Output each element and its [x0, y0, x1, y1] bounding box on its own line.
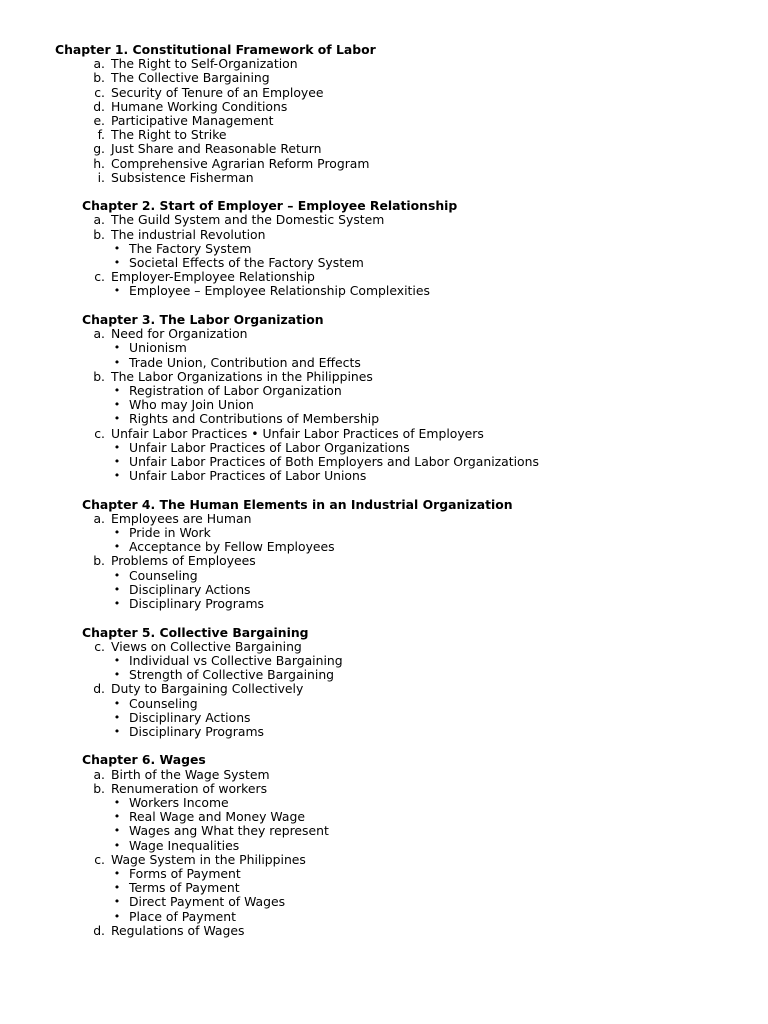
bullet-text: Wages ang What they represent: [129, 823, 329, 839]
item-text: Views on Collective Bargaining: [111, 638, 302, 654]
item-marker: a.: [93, 212, 105, 228]
chapter-section: [0, 199, 768, 298]
bullet-icon: •: [113, 241, 121, 255]
item-marker: c.: [94, 425, 105, 441]
item-marker: f.: [97, 127, 105, 143]
bullet-item: [0, 725, 768, 739]
outline-item: [0, 228, 768, 242]
bullet-icon: •: [113, 355, 121, 369]
bullet-item: [0, 839, 768, 853]
bullet-icon: •: [113, 412, 121, 426]
bullet-item: [0, 796, 768, 810]
bullet-item: [0, 895, 768, 909]
bullet-item: [0, 697, 768, 711]
outline-item: [0, 171, 768, 185]
outline-item: [0, 512, 768, 526]
bullet-icon: •: [113, 696, 121, 710]
bullet-item: [0, 583, 768, 597]
outline-item: [0, 782, 768, 796]
document-page: [0, 43, 768, 952]
bullet-text: Disciplinary Programs: [129, 595, 264, 611]
item-text: Humane Working Conditions: [111, 98, 288, 114]
item-text: Regulations of Wages: [111, 922, 245, 938]
chapter-heading: Chapter 1. Constitutional Framework of Labor: [55, 42, 376, 57]
bullet-item: [0, 540, 768, 554]
bullet-icon: •: [113, 838, 121, 852]
bullet-text: Workers Income: [129, 795, 229, 811]
item-text: The industrial Revolution: [111, 226, 266, 242]
bullet-icon: •: [113, 440, 121, 454]
chapter-section: [0, 498, 768, 612]
item-text: Wage System in the Philippines: [111, 851, 306, 867]
outline-item: [0, 768, 768, 782]
chapter-heading: Chapter 6. Wages: [82, 752, 206, 768]
item-text: Birth of the Wage System: [111, 766, 270, 782]
outline-item: [0, 128, 768, 142]
outline-item: [0, 427, 768, 441]
outline-item: [0, 71, 768, 85]
bullet-text: Strength of Collective Bargaining: [129, 667, 335, 683]
bullet-text: Individual vs Collective Bargaining: [129, 652, 343, 668]
bullet-text: Counseling: [129, 695, 198, 711]
bullet-text: Unfair Labor Practices of Labor Organizations: [129, 439, 410, 455]
bullet-item: [0, 469, 768, 483]
bullet-text: Trade Union, Contribution and Effects: [129, 354, 361, 370]
chapter-heading: Chapter 3. The Labor Organization: [82, 312, 324, 327]
bullet-item: [0, 867, 768, 881]
bullet-item: [0, 242, 768, 256]
outline-item: [0, 142, 768, 156]
bullet-item: [0, 668, 768, 682]
bullet-item: [0, 441, 768, 455]
item-marker: i.: [97, 169, 105, 185]
bullet-item: [0, 569, 768, 583]
item-marker: b.: [93, 780, 105, 796]
item-text: The Guild System and the Domestic System: [111, 212, 385, 228]
item-marker: a.: [93, 510, 105, 526]
bullet-text: Wage Inequalities: [129, 837, 240, 853]
bullet-icon: •: [113, 724, 121, 738]
item-text: Security of Tenure of an Employee: [111, 84, 324, 100]
bullet-text: Societal Effects of the Factory System: [129, 255, 364, 271]
bullet-item: [0, 341, 768, 355]
bullet-item: [0, 824, 768, 838]
bullet-icon: •: [113, 909, 121, 923]
item-marker: c.: [94, 269, 105, 285]
item-text: Employees are Human: [111, 510, 252, 526]
bullet-icon: •: [113, 540, 121, 554]
bullet-icon: •: [113, 383, 121, 397]
bullet-icon: •: [113, 653, 121, 667]
item-marker: b.: [93, 70, 105, 86]
bullet-item: [0, 284, 768, 298]
bullet-text: Unionism: [129, 340, 187, 356]
bullet-icon: •: [113, 881, 121, 895]
item-text: Renumeration of workers: [111, 780, 268, 796]
item-marker: h.: [93, 155, 105, 171]
bullet-text: Terms of Payment: [129, 880, 240, 896]
bullet-icon: •: [113, 824, 121, 838]
item-text: Just Share and Reasonable Return: [111, 141, 322, 157]
outline-item: [0, 114, 768, 128]
item-marker: b.: [93, 553, 105, 569]
item-text: Problems of Employees: [111, 553, 256, 569]
item-text: Comprehensive Agrarian Reform Program: [111, 155, 370, 171]
chapter-heading: Chapter 4. The Human Elements in an Industrial Organization: [82, 496, 513, 512]
bullet-text: Unfair Labor Practices of Labor Unions: [129, 468, 367, 484]
item-text: Duty to Bargaining Collectively: [111, 681, 304, 697]
item-marker: d.: [93, 98, 105, 114]
bullet-text: Rights and Contributions of Membership: [129, 411, 380, 427]
outline-item: [0, 100, 768, 114]
item-text: The Labor Organizations in the Philippines: [111, 368, 373, 384]
bullet-icon: •: [113, 866, 121, 880]
outline-item: [0, 853, 768, 867]
outline-item: [0, 327, 768, 341]
bullet-item: [0, 526, 768, 540]
item-marker: c.: [94, 638, 105, 654]
bullet-text: The Factory System: [129, 240, 252, 256]
item-marker: d.: [93, 681, 105, 697]
bullet-item: [0, 654, 768, 668]
bullet-icon: •: [113, 810, 121, 824]
bullet-icon: •: [113, 341, 121, 355]
bullet-icon: •: [113, 256, 121, 270]
outline-item: [0, 213, 768, 227]
bullet-text: Disciplinary Actions: [129, 581, 251, 597]
bullet-icon: •: [113, 596, 121, 610]
bullet-text: Acceptance by Fellow Employees: [129, 539, 335, 555]
item-marker: d.: [93, 922, 105, 938]
bullet-item: [0, 398, 768, 412]
bullet-icon: •: [113, 895, 121, 909]
bullet-text: Direct Payment of Wages: [129, 894, 286, 910]
item-text: The Right to Self-Organization: [111, 56, 298, 72]
item-text: Unfair Labor Practices • Unfair Labor Practices of Employers: [111, 425, 484, 441]
item-text: The Collective Bargaining: [111, 70, 270, 86]
item-marker: b.: [93, 368, 105, 384]
bullet-item: [0, 711, 768, 725]
chapter-section: [0, 626, 768, 740]
bullet-text: Pride in Work: [129, 525, 211, 541]
chapter-section: [0, 43, 768, 185]
item-text: Need for Organization: [111, 326, 248, 342]
bullet-text: Place of Payment: [129, 908, 237, 924]
bullet-item: [0, 910, 768, 924]
bullet-item: [0, 455, 768, 469]
bullet-text: Counseling: [129, 567, 198, 583]
item-text: Employer-Employee Relationship: [111, 269, 315, 285]
bullet-icon: •: [113, 568, 121, 582]
bullet-icon: •: [113, 284, 121, 298]
bullet-icon: •: [113, 796, 121, 810]
bullet-text: Unfair Labor Practices of Both Employers and Labor Organizations: [129, 453, 539, 469]
chapter-section: [0, 753, 768, 937]
bullet-item: [0, 412, 768, 426]
bullet-icon: •: [113, 398, 121, 412]
bullet-icon: •: [113, 668, 121, 682]
bullet-icon: •: [113, 710, 121, 724]
outline-item: [0, 270, 768, 284]
bullet-text: Real Wage and Money Wage: [129, 809, 305, 825]
item-marker: e.: [93, 112, 105, 128]
chapter-heading: Chapter 2. Start of Employer – Employee Relationship: [82, 198, 458, 214]
bullet-icon: •: [113, 454, 121, 468]
item-text: Participative Management: [111, 112, 274, 128]
bullet-item: [0, 881, 768, 895]
bullet-item: [0, 597, 768, 611]
item-marker: a.: [93, 766, 105, 782]
item-marker: c.: [94, 84, 105, 100]
chapter-section: [0, 313, 768, 483]
bullet-icon: •: [113, 469, 121, 483]
outline-item: [0, 924, 768, 938]
bullet-item: [0, 256, 768, 270]
bullet-text: Forms of Payment: [129, 865, 241, 881]
bullet-item: [0, 384, 768, 398]
outline-item: [0, 157, 768, 171]
outline-item: [0, 640, 768, 654]
bullet-item: [0, 356, 768, 370]
bullet-icon: •: [113, 526, 121, 540]
item-marker: a.: [93, 56, 105, 72]
outline-item: [0, 370, 768, 384]
chapter-heading: Chapter 5. Collective Bargaining: [82, 624, 309, 640]
item-marker: g.: [93, 141, 105, 157]
item-marker: c.: [94, 851, 105, 867]
bullet-item: [0, 810, 768, 824]
bullet-text: Who may Join Union: [129, 397, 254, 413]
item-text: Subsistence Fisherman: [111, 169, 254, 185]
bullet-icon: •: [113, 582, 121, 596]
bullet-text: Disciplinary Actions: [129, 709, 251, 725]
outline-item: [0, 682, 768, 696]
item-marker: a.: [93, 326, 105, 342]
outline-item: [0, 86, 768, 100]
bullet-text: Registration of Labor Organization: [129, 382, 342, 398]
bullet-text: Disciplinary Programs: [129, 723, 264, 739]
bullet-text: Employee – Employee Relationship Complexities: [129, 283, 430, 299]
item-text: The Right to Strike: [111, 127, 227, 143]
outline-item: [0, 57, 768, 71]
item-marker: b.: [93, 226, 105, 242]
outline-item: [0, 554, 768, 568]
